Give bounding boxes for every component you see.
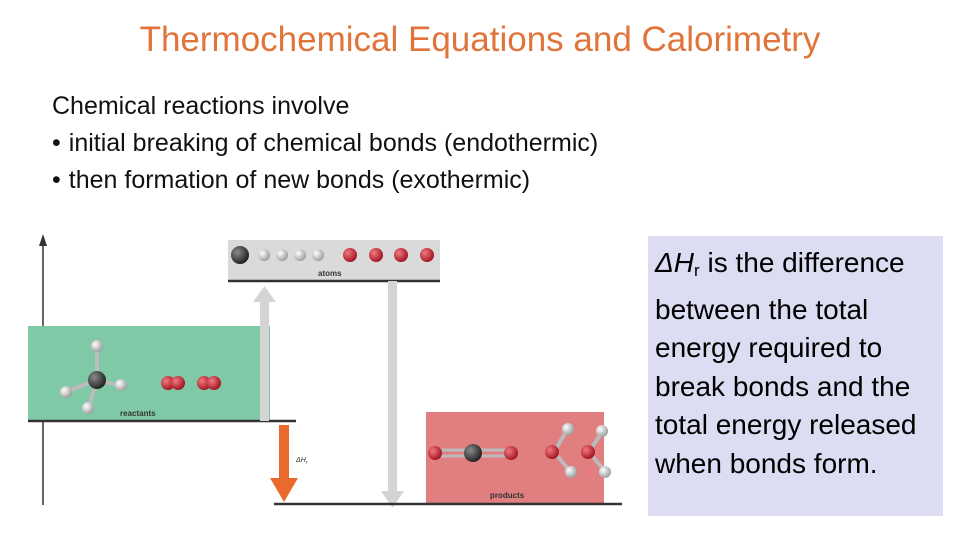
bond-formation-arrow	[381, 281, 404, 508]
bullet-text: initial breaking of chemical bonds (endothermic)	[68, 129, 599, 157]
delta-h-callout	[648, 236, 943, 516]
reactants-label: reactants	[120, 409, 156, 418]
delta-h-label	[295, 457, 308, 466]
atoms-box	[228, 240, 440, 281]
bullet-item-1	[52, 125, 598, 162]
intro-text	[52, 88, 598, 199]
delta-h-symbol: ΔH	[296, 457, 306, 464]
bullet-marker: •	[52, 166, 61, 194]
products-label: products	[490, 491, 525, 500]
bullet-item-2	[52, 162, 598, 199]
intro-lead: Chemical reactions involve	[52, 92, 350, 120]
bullet-marker: •	[52, 129, 61, 157]
bullet-text: then formation of new bonds (exothermic)	[68, 166, 531, 194]
y-axis-arrow-icon	[39, 234, 47, 246]
slide-title: Thermochemical Equations and Calorimetry	[139, 20, 821, 59]
delta-h-subscript: r	[305, 460, 308, 466]
callout-subscript: r	[694, 261, 700, 280]
atoms-label: atoms	[318, 269, 342, 278]
enthalpy-diagram	[24, 230, 624, 515]
reactants-box	[28, 326, 296, 421]
callout-text: is the difference between the total energy required to break bonds and the total energy released when bonds form.	[655, 247, 917, 479]
callout-symbol: ΔH	[655, 247, 695, 278]
delta-h-arrow	[270, 425, 298, 502]
products-box	[274, 412, 622, 504]
